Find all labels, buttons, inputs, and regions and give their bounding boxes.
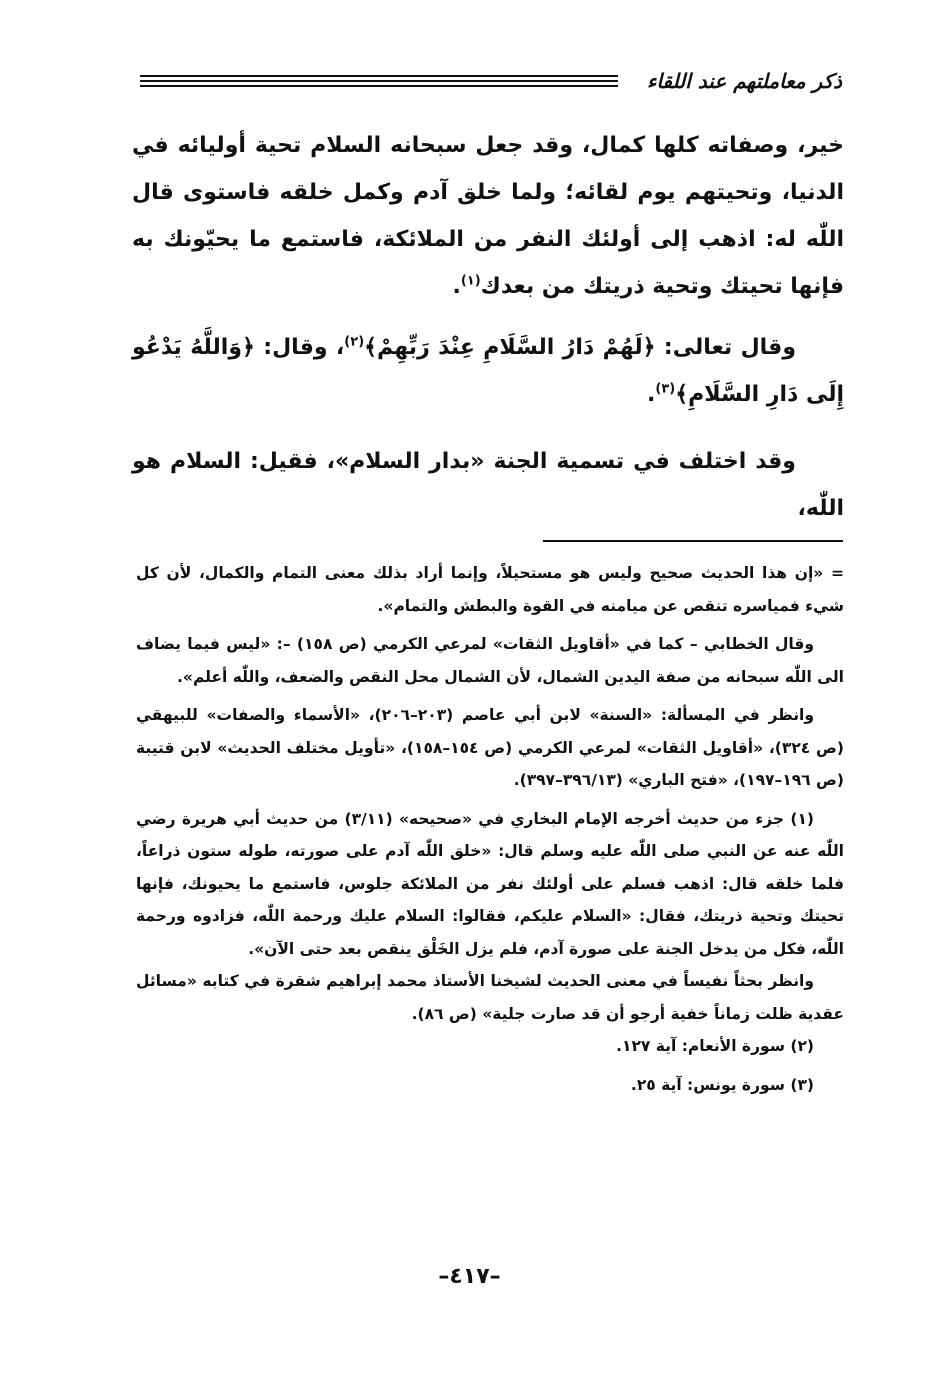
footnote-reference: (٢): [344, 334, 365, 350]
paragraph-text: خير، وصفاته كلها كمال، وقد جعل سبحانه السلام تحية أوليائه في الدنيا، وتحيتهم يوم لقائه؛ ولما خلق آدم وكمل خلقه فاستوى قال اللّٰه له: اذهب إلى أولئك النفر من الملائكة، فاستمع ما يحيّونك به فإنها تحيتك وتحية ذريتك من بعدك: [132, 133, 844, 299]
footnote-continuation: = «إن هذا الحديث صحيح وليس هو مستحيلاً، وإنما أراد بذلك معنى التمام والكمال، لأن كل شيء فمياسره تنقص عن ميامنه في القوة والبطش والتمام».: [136, 564, 844, 615]
footnotes: [136, 557, 844, 1101]
header-rule: [140, 75, 618, 77]
footnote-separator: [543, 540, 843, 542]
footnote-reference: (١): [460, 273, 481, 289]
main-text: [132, 122, 844, 532]
footnote-1: (١) جزء من حديث أخرجه الإمام البخاري في «صحيحه» (٣/١١) من حديث أبي هريرة رضي اللّٰه عنه عن النبي صلى اللّٰه عليه وسلم قال: «خلق اللّٰه آدم على صورته، طوله ستون ذراعاً، فلما خلقه قال: اذهب فسلم على أولئك نفر من الملائكة جلوس، فاستمع ما يحيونك، فإنها تحيتك وتحية ذريتك، فقال: «السلام عليكم، فقالوا: السلام عليك ورحمة اللّٰه، فزادوه ورحمة اللّٰه، فكل من يدخل الجنة على صورة آدم، فلم يزل الخَلْق ينقص بعد حتى الآن».: [136, 809, 844, 958]
paragraph: [132, 324, 844, 418]
paragraph: [132, 122, 844, 310]
footnote-3: (٣) سورة يونس: آية ٢٥.: [630, 1075, 814, 1094]
header-title: ذكر معاملتهم عند اللقاء: [646, 69, 842, 93]
paragraph: وقد اختلف في تسمية الجنة «بدار السلام»، فقيل: السلام هو اللّٰه،: [132, 449, 844, 521]
footnote-paragraph: وقال الخطابي – كما في «أقاويل الثقات» لمرعي الكرمي (ص ١٥٨) –: «ليس فيما يضاف الى اللّٰه سبحانه من صفة اليدين الشمال، لأن الشمال محل النقص والضعف، واللّٰه أعلم».: [136, 635, 844, 686]
footnote-paragraph: وانظر في المسألة: «السنة» لابن أبي عاصم (٢٠٣–٢٠٦)، «الأسماء والصفات» للبيهقي (ص ٣٢٤)، «أقاويل الثقات» لمرعي الكرمي (ص ١٥٤–١٥٨)، «تأويل مختلف الحديث» لابن قتيبة (ص ١٩٦–١٩٧)، «فتح الباري» (٣٩٦/١٣–٣٩٧).: [136, 706, 844, 789]
footnote-reference: (٣): [655, 381, 676, 397]
punctuation: .: [647, 382, 656, 407]
header-rule: [140, 85, 618, 87]
quran-verse: ، وقال: ﴿وَاللَّهُ يَدْعُو إِلَى دَارِ السَّلَامِ﴾: [132, 335, 844, 407]
running-header: [140, 66, 842, 96]
footnote-2: (٢) سورة الأنعام: آية ١٢٧.: [616, 1037, 814, 1055]
quran-verse: وقال تعالى: ﴿لَهُمْ دَارُ السَّلَامِ عِنْدَ رَبِّهِمْ﴾: [364, 335, 797, 360]
footnote-paragraph: وانظر بحثاً نفيساً في معنى الحديث لشيخنا الأستاذ محمد إبراهيم شقرة في كتابه «مسائل عقدية ظلت زماناً خفية أرجو أن قد صارت جلية» (ص ٨٦).: [136, 972, 844, 1023]
page-number: –٤١٧–: [438, 1264, 501, 1289]
header-rule: [140, 80, 618, 82]
punctuation: .: [452, 274, 461, 299]
